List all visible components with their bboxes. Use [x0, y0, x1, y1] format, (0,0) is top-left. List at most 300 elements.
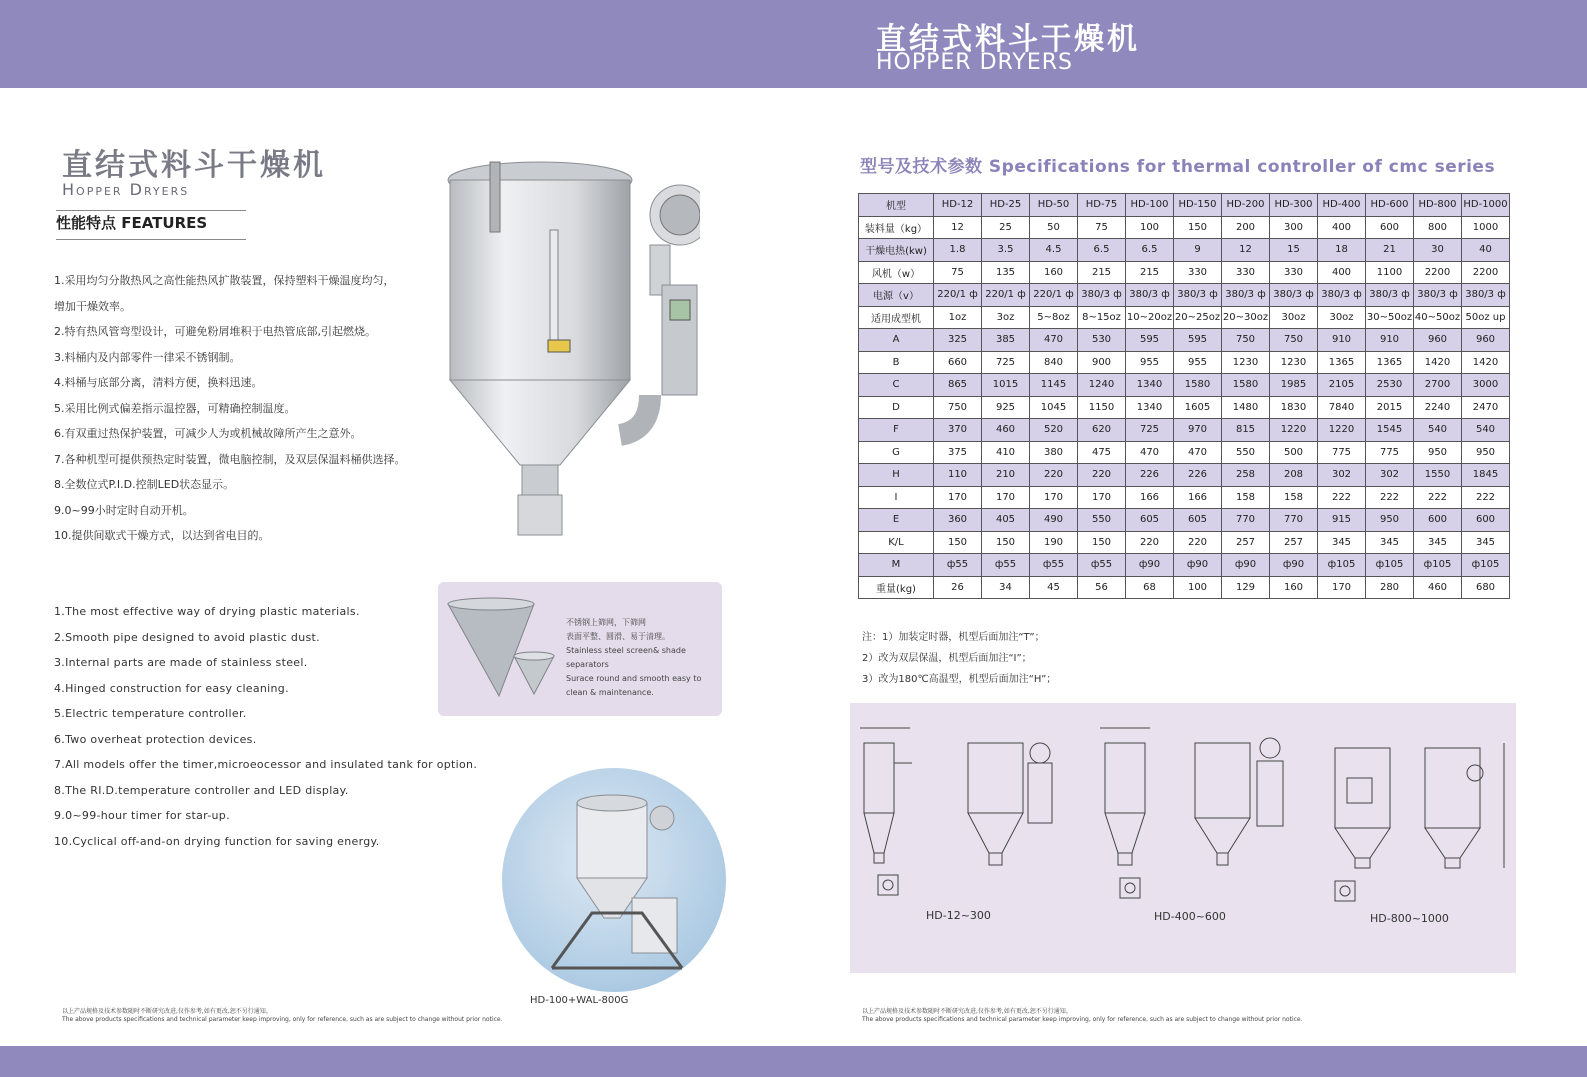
value-cell: 68 [1126, 576, 1174, 599]
value-cell: 40 [1462, 239, 1510, 262]
value-cell: 166 [1126, 486, 1174, 509]
table-row [859, 284, 1510, 307]
row-label-cell: I [859, 486, 934, 509]
row-label-cell: 干燥电热(kw) [859, 239, 934, 262]
value-cell: 18 [1318, 239, 1366, 262]
value-cell: 222 [1366, 486, 1414, 509]
diagram-label: HD-400~600 [1154, 910, 1226, 923]
table-row [859, 531, 1510, 554]
dryer-loader-combo-image [532, 788, 702, 978]
feature-en-item: 3.Internal parts are made of stainless steel. [54, 656, 308, 669]
value-cell: 725 [1126, 419, 1174, 442]
value-cell: 1100 [1366, 261, 1414, 284]
header-band [0, 0, 1587, 88]
value-cell: 330 [1174, 261, 1222, 284]
value-cell: 775 [1366, 441, 1414, 464]
value-cell: 325 [934, 329, 982, 352]
value-cell: HD-50 [1030, 194, 1078, 217]
row-label-cell: E [859, 509, 934, 532]
combo-photo-circle [502, 768, 726, 992]
value-cell: 605 [1126, 509, 1174, 532]
value-cell: 2200 [1462, 261, 1510, 284]
feature-cn-item: 1.采用均匀分散热风之高性能热风扩散装置，保持塑料干燥温度均匀， [54, 274, 395, 287]
value-cell: 258 [1222, 464, 1270, 487]
diagram-label: HD-12~300 [926, 909, 991, 922]
value-cell: 3oz [982, 306, 1030, 329]
value-cell: 345 [1462, 531, 1510, 554]
value-cell: 170 [1030, 486, 1078, 509]
value-cell: 500 [1270, 441, 1318, 464]
value-cell: 330 [1222, 261, 1270, 284]
value-cell: HD-600 [1366, 194, 1414, 217]
feature-en-item: 9.0~99-hour timer for star-up. [54, 809, 230, 822]
value-cell: 1480 [1222, 396, 1270, 419]
value-cell: 26 [934, 576, 982, 599]
value-cell: 7840 [1318, 396, 1366, 419]
feature-en-item: 1.The most effective way of drying plastic materials. [54, 605, 360, 618]
value-cell: 302 [1366, 464, 1414, 487]
value-cell: 226 [1126, 464, 1174, 487]
features-heading: 性能特点 FEATURES [56, 212, 246, 240]
value-cell: 34 [982, 576, 1030, 599]
features-en-list [54, 605, 477, 860]
table-row [859, 441, 1510, 464]
callout-line: Surace round and smooth easy to [566, 674, 702, 683]
value-cell: 1220 [1270, 419, 1318, 442]
value-cell: 158 [1270, 486, 1318, 509]
feature-cn-item: 4.料桶与底部分离，清料方便，换料迅速。 [54, 376, 263, 389]
value-cell: 100 [1174, 576, 1222, 599]
row-label-cell: 适用成型机 [859, 306, 934, 329]
value-cell: 345 [1414, 531, 1462, 554]
value-cell: 215 [1126, 261, 1174, 284]
value-cell: 770 [1222, 509, 1270, 532]
row-label-cell: 重量(kg) [859, 576, 934, 599]
table-row [859, 576, 1510, 599]
row-label-cell: G [859, 441, 934, 464]
value-cell: ф90 [1270, 554, 1318, 577]
spec-title: 型号及技术参数 Specifications for thermal controller of cmc series [860, 157, 1496, 177]
value-cell: 595 [1126, 329, 1174, 352]
value-cell: 12 [1222, 239, 1270, 262]
value-cell: 1550 [1414, 464, 1462, 487]
value-cell: 900 [1078, 351, 1126, 374]
value-cell: 470 [1126, 441, 1174, 464]
value-cell: 30oz [1270, 306, 1318, 329]
value-cell: 770 [1270, 509, 1318, 532]
left-footnote [62, 1008, 503, 1024]
row-label-cell: 风机（w） [859, 261, 934, 284]
value-cell: 400 [1318, 216, 1366, 239]
value-cell: 25 [982, 216, 1030, 239]
feature-en-item: 5.Electric temperature controller. [54, 707, 247, 720]
value-cell: 220 [1174, 531, 1222, 554]
value-cell: 1230 [1270, 351, 1318, 374]
value-cell: 21 [1366, 239, 1414, 262]
value-cell: 540 [1414, 419, 1462, 442]
table-row [859, 351, 1510, 374]
value-cell: 910 [1366, 329, 1414, 352]
value-cell: 470 [1174, 441, 1222, 464]
value-cell: 4.5 [1030, 239, 1078, 262]
value-cell: 160 [1270, 576, 1318, 599]
value-cell: 460 [982, 419, 1030, 442]
value-cell: 950 [1414, 441, 1462, 464]
value-cell: 75 [934, 261, 982, 284]
value-cell: 1365 [1366, 351, 1414, 374]
value-cell: 600 [1366, 216, 1414, 239]
value-cell: 1145 [1030, 374, 1078, 397]
value-cell: HD-200 [1222, 194, 1270, 217]
value-cell: HD-400 [1318, 194, 1366, 217]
value-cell: 1240 [1078, 374, 1126, 397]
feature-en-item: 7.All models offer the timer,microeocessor and insulated tank for option. [54, 758, 478, 771]
value-cell: 300 [1270, 216, 1318, 239]
value-cell: 2470 [1462, 396, 1510, 419]
value-cell: 815 [1222, 419, 1270, 442]
value-cell: 470 [1030, 329, 1078, 352]
value-cell: HD-12 [934, 194, 982, 217]
value-cell: 2105 [1318, 374, 1366, 397]
value-cell: 5~8oz [1030, 306, 1078, 329]
value-cell: 56 [1078, 576, 1126, 599]
features-top-rule [56, 210, 246, 211]
value-cell: 10~20oz [1126, 306, 1174, 329]
value-cell: 1605 [1174, 396, 1222, 419]
value-cell: 410 [982, 441, 1030, 464]
value-cell: 200 [1222, 216, 1270, 239]
dimension-diagrams [850, 703, 1516, 973]
value-cell: 129 [1222, 576, 1270, 599]
value-cell: 1420 [1414, 351, 1462, 374]
value-cell: 475 [1078, 441, 1126, 464]
value-cell: 345 [1318, 531, 1366, 554]
value-cell: 385 [982, 329, 1030, 352]
footnote-cn: 以上产品规格及技术参数随时不断研究改进,仅作参考,如有更改,恕不另行通知。 [62, 1008, 272, 1015]
value-cell: HD-25 [982, 194, 1030, 217]
value-cell: 600 [1462, 509, 1510, 532]
value-cell: 20~25oz [1174, 306, 1222, 329]
value-cell: 910 [1318, 329, 1366, 352]
table-header-row [859, 194, 1510, 217]
value-cell: 1580 [1174, 374, 1222, 397]
dimension-drawings [850, 703, 1516, 903]
row-label-cell: 机型 [859, 194, 934, 217]
value-cell: HD-75 [1078, 194, 1126, 217]
row-label-cell: 电源（v） [859, 284, 934, 307]
value-cell: ф55 [1030, 554, 1078, 577]
value-cell: 915 [1318, 509, 1366, 532]
value-cell: ф90 [1126, 554, 1174, 577]
value-cell: 1220 [1318, 419, 1366, 442]
value-cell: ф90 [1174, 554, 1222, 577]
row-label-cell: C [859, 374, 934, 397]
table-row [859, 239, 1510, 262]
value-cell: ф90 [1222, 554, 1270, 577]
value-cell: 1.8 [934, 239, 982, 262]
table-row [859, 464, 1510, 487]
footnote-en: The above products specifications and technical parameter keep improving, only for reference, such as are subject to change without prior notice. [862, 1016, 1303, 1023]
value-cell: 50 [1030, 216, 1078, 239]
value-cell: 750 [934, 396, 982, 419]
value-cell: 380/3 ф [1366, 284, 1414, 307]
value-cell: 1000 [1462, 216, 1510, 239]
value-cell: 6.5 [1126, 239, 1174, 262]
value-cell: 490 [1030, 509, 1078, 532]
value-cell: 220/1 ф [1030, 284, 1078, 307]
table-row [859, 509, 1510, 532]
value-cell: 1985 [1270, 374, 1318, 397]
table-row [859, 216, 1510, 239]
value-cell: 955 [1126, 351, 1174, 374]
value-cell: 600 [1414, 509, 1462, 532]
value-cell: ф105 [1462, 554, 1510, 577]
value-cell: 840 [1030, 351, 1078, 374]
note-line: 注：1）加装定时器，机型后面加注“T”； [862, 632, 1045, 643]
row-label-cell: D [859, 396, 934, 419]
value-cell: 380/3 ф [1126, 284, 1174, 307]
page-title-cn: 直结式料斗干燥机 [62, 148, 326, 183]
value-cell: 222 [1318, 486, 1366, 509]
value-cell: 595 [1174, 329, 1222, 352]
header-title-cn: 直结式料斗干燥机 [876, 22, 1140, 57]
value-cell: HD-800 [1414, 194, 1462, 217]
value-cell: 1365 [1318, 351, 1366, 374]
callout-line: clean & maintenance. [566, 688, 654, 697]
value-cell: 530 [1078, 329, 1126, 352]
table-row [859, 329, 1510, 352]
spec-notes [862, 628, 1056, 691]
feature-cn-item: 5.采用比例式偏差指示温控器，可精确控制温度。 [54, 401, 296, 415]
value-cell: 75 [1078, 216, 1126, 239]
value-cell: 520 [1030, 419, 1078, 442]
diagram-label: HD-800~1000 [1370, 912, 1449, 925]
feature-en-item: 10.Cyclical off-and-on drying function for saving energy. [54, 834, 380, 848]
value-cell: 380/3 ф [1078, 284, 1126, 307]
table-row [859, 374, 1510, 397]
value-cell: 540 [1462, 419, 1510, 442]
value-cell: 380/3 ф [1270, 284, 1318, 307]
feature-cn-item: 9.0~99小时定时自动开机。 [54, 503, 194, 517]
value-cell: HD-100 [1126, 194, 1174, 217]
value-cell: 1845 [1462, 464, 1510, 487]
value-cell: 725 [982, 351, 1030, 374]
feature-en-item: 2.Smooth pipe designed to avoid plastic dust. [54, 630, 320, 644]
note-line: 3）改为180℃高温型，机型后面加注“H”； [862, 674, 1057, 685]
value-cell: ф105 [1414, 554, 1462, 577]
value-cell: HD-300 [1270, 194, 1318, 217]
value-cell: 360 [934, 509, 982, 532]
value-cell: 220/1 ф [982, 284, 1030, 307]
value-cell: 170 [934, 486, 982, 509]
value-cell: 950 [1366, 509, 1414, 532]
table-row [859, 261, 1510, 284]
value-cell: 110 [934, 464, 982, 487]
value-cell: 226 [1174, 464, 1222, 487]
value-cell: ф105 [1318, 554, 1366, 577]
value-cell: 400 [1318, 261, 1366, 284]
value-cell: 150 [934, 531, 982, 554]
value-cell: ф55 [1078, 554, 1126, 577]
table-row [859, 419, 1510, 442]
feature-en-item: 8.The RI.D.temperature controller and LED display. [54, 783, 349, 797]
value-cell: HD-1000 [1462, 194, 1510, 217]
feature-en-item: 4.Hinged construction for easy cleaning. [54, 681, 289, 695]
feature-cn-item: 7.各种机型可提供预热定时装置，微电脑控制，及双层保温料桶供选择。 [54, 452, 406, 466]
value-cell: 8~15oz [1078, 306, 1126, 329]
hopper-dryer-photo [440, 150, 700, 545]
value-cell: 45 [1030, 576, 1078, 599]
footer-band [0, 1046, 1587, 1077]
value-cell: ф55 [934, 554, 982, 577]
header-title-en: HOPPER DRYERS [876, 50, 1073, 75]
value-cell: 605 [1174, 509, 1222, 532]
row-label-cell: A [859, 329, 934, 352]
value-cell: 3.5 [982, 239, 1030, 262]
value-cell: 30~50oz [1366, 306, 1414, 329]
value-cell: 2240 [1414, 396, 1462, 419]
value-cell: 150 [1078, 531, 1126, 554]
value-cell: 150 [982, 531, 1030, 554]
footnote-cn: 以上产品规格及技术参数随时不断研究改进,仅作参考,如有更改,恕不另行通知。 [862, 1008, 1072, 1015]
value-cell: 1580 [1222, 374, 1270, 397]
value-cell: 380/3 ф [1414, 284, 1462, 307]
table-row [859, 486, 1510, 509]
callout-line: 不锈钢上筛网，下筛网 [566, 618, 646, 627]
value-cell: 170 [1318, 576, 1366, 599]
value-cell: 750 [1222, 329, 1270, 352]
row-label-cell: M [859, 554, 934, 577]
table-row [859, 554, 1510, 577]
value-cell: 210 [982, 464, 1030, 487]
value-cell: 158 [1222, 486, 1270, 509]
value-cell: 30 [1414, 239, 1462, 262]
callout-line: Stainless steel screen& shade [566, 646, 686, 655]
value-cell: 1830 [1270, 396, 1318, 419]
value-cell: 750 [1270, 329, 1318, 352]
footnote-en: The above products specifications and technical parameter keep improving, only for reference, such as are subject to change without prior notice. [62, 1016, 503, 1023]
value-cell: 2530 [1366, 374, 1414, 397]
value-cell: 680 [1462, 576, 1510, 599]
value-cell: 40~50oz [1414, 306, 1462, 329]
value-cell: 1oz [934, 306, 982, 329]
value-cell: 1015 [982, 374, 1030, 397]
feature-cn-item: 10.提供间歇式干燥方式，以达到省电目的。 [54, 529, 270, 542]
value-cell: 302 [1318, 464, 1366, 487]
value-cell: 970 [1174, 419, 1222, 442]
value-cell: 208 [1270, 464, 1318, 487]
value-cell: 280 [1366, 576, 1414, 599]
value-cell: 257 [1222, 531, 1270, 554]
row-label-cell: K/L [859, 531, 934, 554]
page-title-en: Hopper Dryers [62, 180, 190, 199]
value-cell: 170 [1078, 486, 1126, 509]
value-cell: 345 [1366, 531, 1414, 554]
feature-cn-item: 增加干燥效率。 [54, 299, 131, 313]
value-cell: 620 [1078, 419, 1126, 442]
right-footnote [862, 1008, 1303, 1024]
value-cell: 925 [982, 396, 1030, 419]
screen-callout [438, 582, 722, 716]
value-cell: 220 [1030, 464, 1078, 487]
feature-cn-item: 8.全数位式P.I.D.控制LED状态显示。 [54, 478, 235, 491]
value-cell: 550 [1222, 441, 1270, 464]
value-cell: 2700 [1414, 374, 1462, 397]
value-cell: 1150 [1078, 396, 1126, 419]
value-cell: 20~30oz [1222, 306, 1270, 329]
spec-table [858, 193, 1510, 599]
value-cell: 960 [1462, 329, 1510, 352]
value-cell: 100 [1126, 216, 1174, 239]
value-cell: ф55 [982, 554, 1030, 577]
value-cell: 12 [934, 216, 982, 239]
value-cell: 1045 [1030, 396, 1078, 419]
value-cell: 150 [1174, 216, 1222, 239]
callout-text [566, 616, 721, 700]
value-cell: 160 [1030, 261, 1078, 284]
callout-line: 表面平整、圆滑、易于清理。 [566, 632, 670, 641]
table-row [859, 306, 1510, 329]
feature-cn-item: 6.有双重过热保护装置，可减少人为或机械故障所产生之意外。 [54, 427, 362, 440]
value-cell: 222 [1414, 486, 1462, 509]
value-cell: 135 [982, 261, 1030, 284]
value-cell: 15 [1270, 239, 1318, 262]
value-cell: 2200 [1414, 261, 1462, 284]
value-cell: 220 [1126, 531, 1174, 554]
value-cell: 370 [934, 419, 982, 442]
row-label-cell: B [859, 351, 934, 374]
feature-en-item: 6.Two overheat protection devices. [54, 732, 257, 746]
value-cell: ф105 [1366, 554, 1414, 577]
value-cell: 775 [1318, 441, 1366, 464]
value-cell: 50oz up [1462, 306, 1510, 329]
value-cell: 380/3 ф [1462, 284, 1510, 307]
value-cell: 380/3 ф [1174, 284, 1222, 307]
row-label-cell: 装料量（kg） [859, 216, 934, 239]
value-cell: 257 [1270, 531, 1318, 554]
value-cell: 375 [934, 441, 982, 464]
features-cn-list [54, 272, 406, 553]
value-cell: HD-150 [1174, 194, 1222, 217]
value-cell: 1340 [1126, 374, 1174, 397]
value-cell: 6.5 [1078, 239, 1126, 262]
value-cell: 380/3 ф [1222, 284, 1270, 307]
value-cell: 960 [1414, 329, 1462, 352]
value-cell: 220 [1078, 464, 1126, 487]
value-cell: 9 [1174, 239, 1222, 262]
feature-cn-item: 2.特有热风管弯型设计，可避免粉屑堆积于电热管底部,引起燃烧。 [54, 325, 376, 338]
value-cell: 166 [1174, 486, 1222, 509]
value-cell: 1230 [1222, 351, 1270, 374]
note-line: 2）改为双层保温，机型后面加注“I”； [862, 653, 1032, 664]
value-cell: 405 [982, 509, 1030, 532]
callout-line: separators [566, 660, 609, 669]
value-cell: 955 [1174, 351, 1222, 374]
value-cell: 800 [1414, 216, 1462, 239]
value-cell: 190 [1030, 531, 1078, 554]
value-cell: 460 [1414, 576, 1462, 599]
value-cell: 2015 [1366, 396, 1414, 419]
combo-photo-caption: HD-100+WAL-800G [530, 995, 629, 1006]
value-cell: 222 [1462, 486, 1510, 509]
value-cell: 330 [1270, 261, 1318, 284]
value-cell: 1420 [1462, 351, 1510, 374]
value-cell: 215 [1078, 261, 1126, 284]
value-cell: 550 [1078, 509, 1126, 532]
value-cell: 865 [934, 374, 982, 397]
value-cell: 660 [934, 351, 982, 374]
value-cell: 3000 [1462, 374, 1510, 397]
